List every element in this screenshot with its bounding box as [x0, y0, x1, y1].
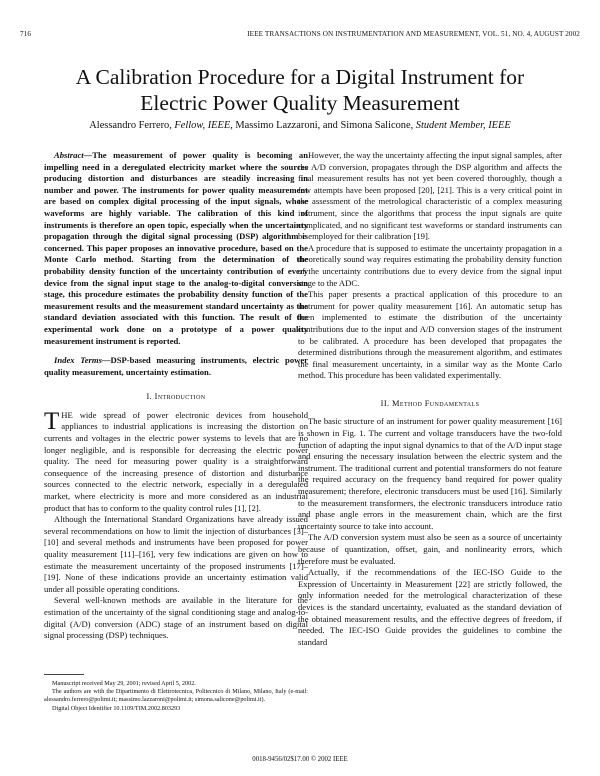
- section-1-number: I.: [146, 392, 155, 402]
- running-header: [20, 30, 580, 42]
- intro-paragraph-2: Although the International Standard Organizations have already issued several recommendations on how to limit the injection of disturbances [3]–[10] and several methods and instruments have been proposed for power quality measurement [11]–[16], very few indications are given on how to estimate the measurement uncertainty of the proposed instruments [17]–[19]. None of these indications provide an uncertainty estimation valid under all possible operating conditions.: [44, 514, 308, 594]
- author-3-role: Student Member, IEEE: [415, 120, 511, 131]
- abstract-label: Abstract—: [54, 150, 93, 160]
- footnote-doi: Digital Object Identifier 10.1109/TIM.2002.803293: [52, 704, 181, 712]
- intro-paragraph-1: THE wide spread of power electronic devices from household appliances to industrial applications is increasing the distortion on currents and voltages in the electric power systems to levels that are no longer negligible, and is responsible for decreasing the electric power quality. The need for measuring power quality is a straightforward consequence of the increasing presence of distortion and disturbance sources connected to the electric network, especially in a deregulated market, where electricity is more and more considered as an industrial product that has to conform to the quality control rules [1], [2].: [44, 407, 308, 513]
- footnote-rule: [44, 674, 84, 675]
- footnote-affiliation: The authors are with the Dipartimento di Elettrotecnica, Politecnico di Milano, Milano, Italy (e-mail: alessandro.ferrero@polimi.it; massimo.lazzaroni@polimi.it; simona.salicone@polimi.it).: [44, 688, 308, 704]
- paper-title: [20, 64, 580, 116]
- section-1-title: Introduction: [154, 392, 206, 402]
- index-terms: [44, 355, 308, 378]
- right-paragraph-2: A procedure that is supposed to estimate the uncertainty propagation in a theoretically sound way requires estimating the probability density function of the uncertainty contributions due to every device from the signal input stage to the ADC.: [298, 242, 562, 288]
- section-heading-introduction: [44, 391, 308, 403]
- footnote-received: Manuscript received May 29, 2001; revised April 5, 2002.: [52, 680, 196, 687]
- section-2-title: Method Fundamentals: [392, 398, 480, 408]
- copyright-footer: 0018-9456/02$17.00 © 2002 IEEE: [252, 756, 348, 763]
- footnote: [44, 680, 308, 713]
- author-2-3: , Massimo Lazzaroni, and Simona Salicone,: [230, 120, 416, 131]
- author-1-role: Fellow, IEEE: [174, 120, 231, 131]
- title-line-2: Electric Power Quality Measurement: [140, 91, 460, 115]
- abstract-text: The measurement of power quality is becoming an impelling need in a deregulated electricity market where the sources producing distortion and disturbances are steadily increasing in number and power. The instruments for power quality measurement are based on complex digital processing of the input signals, whose waveforms are highly variable. The calibration of this kind of instruments is therefore an open topic, especially when the uncertainty propagation through the digital signal processing (DSP) algorithm is concerned. This paper proposes an innovative procedure, based on the Monte Carlo method. Starting from the determination of the probability density function of the uncertainty contribution of every device from the signal input stage to the analog-to-digital conversion stage, this procedure estimates the probability density function of the measurement results and the measurement standard uncertainty as the standard deviation associated with this function. The result of the experimental work done on a prototype of a power quality measurement instrument is reported.: [44, 150, 308, 346]
- abstract: [44, 150, 308, 347]
- author-list: [20, 119, 580, 132]
- left-column: [44, 150, 308, 642]
- title-line-1: A Calibration Procedure for a Digital Instrument for: [75, 65, 525, 89]
- author-1: Alessandro Ferrero,: [89, 120, 175, 131]
- method-paragraph-1: The basic structure of an instrument for power quality measurement [16] is shown in Fig. 1. The current and voltage transducers have the two-fold function of adapting the input signal dynamics to that of the A/D input stage and ensuring the necessary insulation between the electric system and the instrument. The traditional current and potential transformers do not feature the required accuracy on the frequency band required for power quality measurement; therefore, electronic transducers must be used [16]. Similarly to the measurement transformers, the electronic transducers introduce ratio and phase angle errors in the measurement chain, which are the first uncertainty source to take into account.: [298, 416, 562, 531]
- drop-cap: T: [44, 407, 60, 435]
- right-paragraph-3: This paper presents a practical application of this procedure to an instrument for power quality measurement [16]. An automatic setup has been implemented to estimate the distribution of the uncertainty contributions due to the input and A/D conversion stages of the instrument to be calibrated. A procedure has been developed that propagates the determined distributions through the measurement algorithm, and estimates the final measurement uncertainty, in a similar way as the Monte Carlo method. This procedure has been validated experimentally.: [298, 289, 562, 381]
- journal-header: IEEE TRANSACTIONS ON INSTRUMENTATION AND MEASUREMENT, VOL. 51, NO. 4, AUGUST 2002: [247, 30, 580, 38]
- method-paragraph-3: Actually, if the recommendations of the IEC-ISO Guide to the Expression of Uncertainty in Measurement [22] are strictly followed, the only information needed for the metrological characterization of these devices is the standard uncertainty, evaluated as the standard deviation of the obtained measurement results, and the effective degrees of freedom, if needed. The IEC-ISO Guide provides the guidelines to combine the standard: [298, 567, 562, 647]
- intro-paragraph-3: Several well-known methods are available in the literature for the estimation of the uncertainty of the signal conditioning stage and analog-to-digital (A/D) conversion (ADC) stage of an instrument based on digital signal processing (DSP) techniques.: [44, 595, 308, 641]
- method-paragraph-2: The A/D conversion system must also be seen as a source of uncertainty because of quantization, offset, gain, and nonlinearity errors, which therefore must be evaluated.: [298, 532, 562, 566]
- section-heading-method: [298, 398, 562, 410]
- index-terms-text: DSP-based measuring instruments, electric power quality measurement, uncertainty estimation.: [44, 355, 308, 377]
- page-number: 716: [20, 30, 32, 38]
- right-paragraph-1: However, the way the uncertainty affecting the input signal samples, after the A/D conversion, propagates through the DSP algorithm and affects the final measurement results has not yet been covered thoroughly, though a few attempts have been proposed [20], [21]. This is a very critical point in the assessment of the metrological characteristic of a complex measuring instrument, since the algorithms that process the input signals are quite complicated, and no significant test waveforms or standard instruments can be employed for their calibration [19].: [298, 150, 562, 242]
- section-2-number: II.: [380, 398, 393, 408]
- index-terms-label: Index Terms—: [54, 355, 111, 366]
- right-column: [298, 150, 562, 648]
